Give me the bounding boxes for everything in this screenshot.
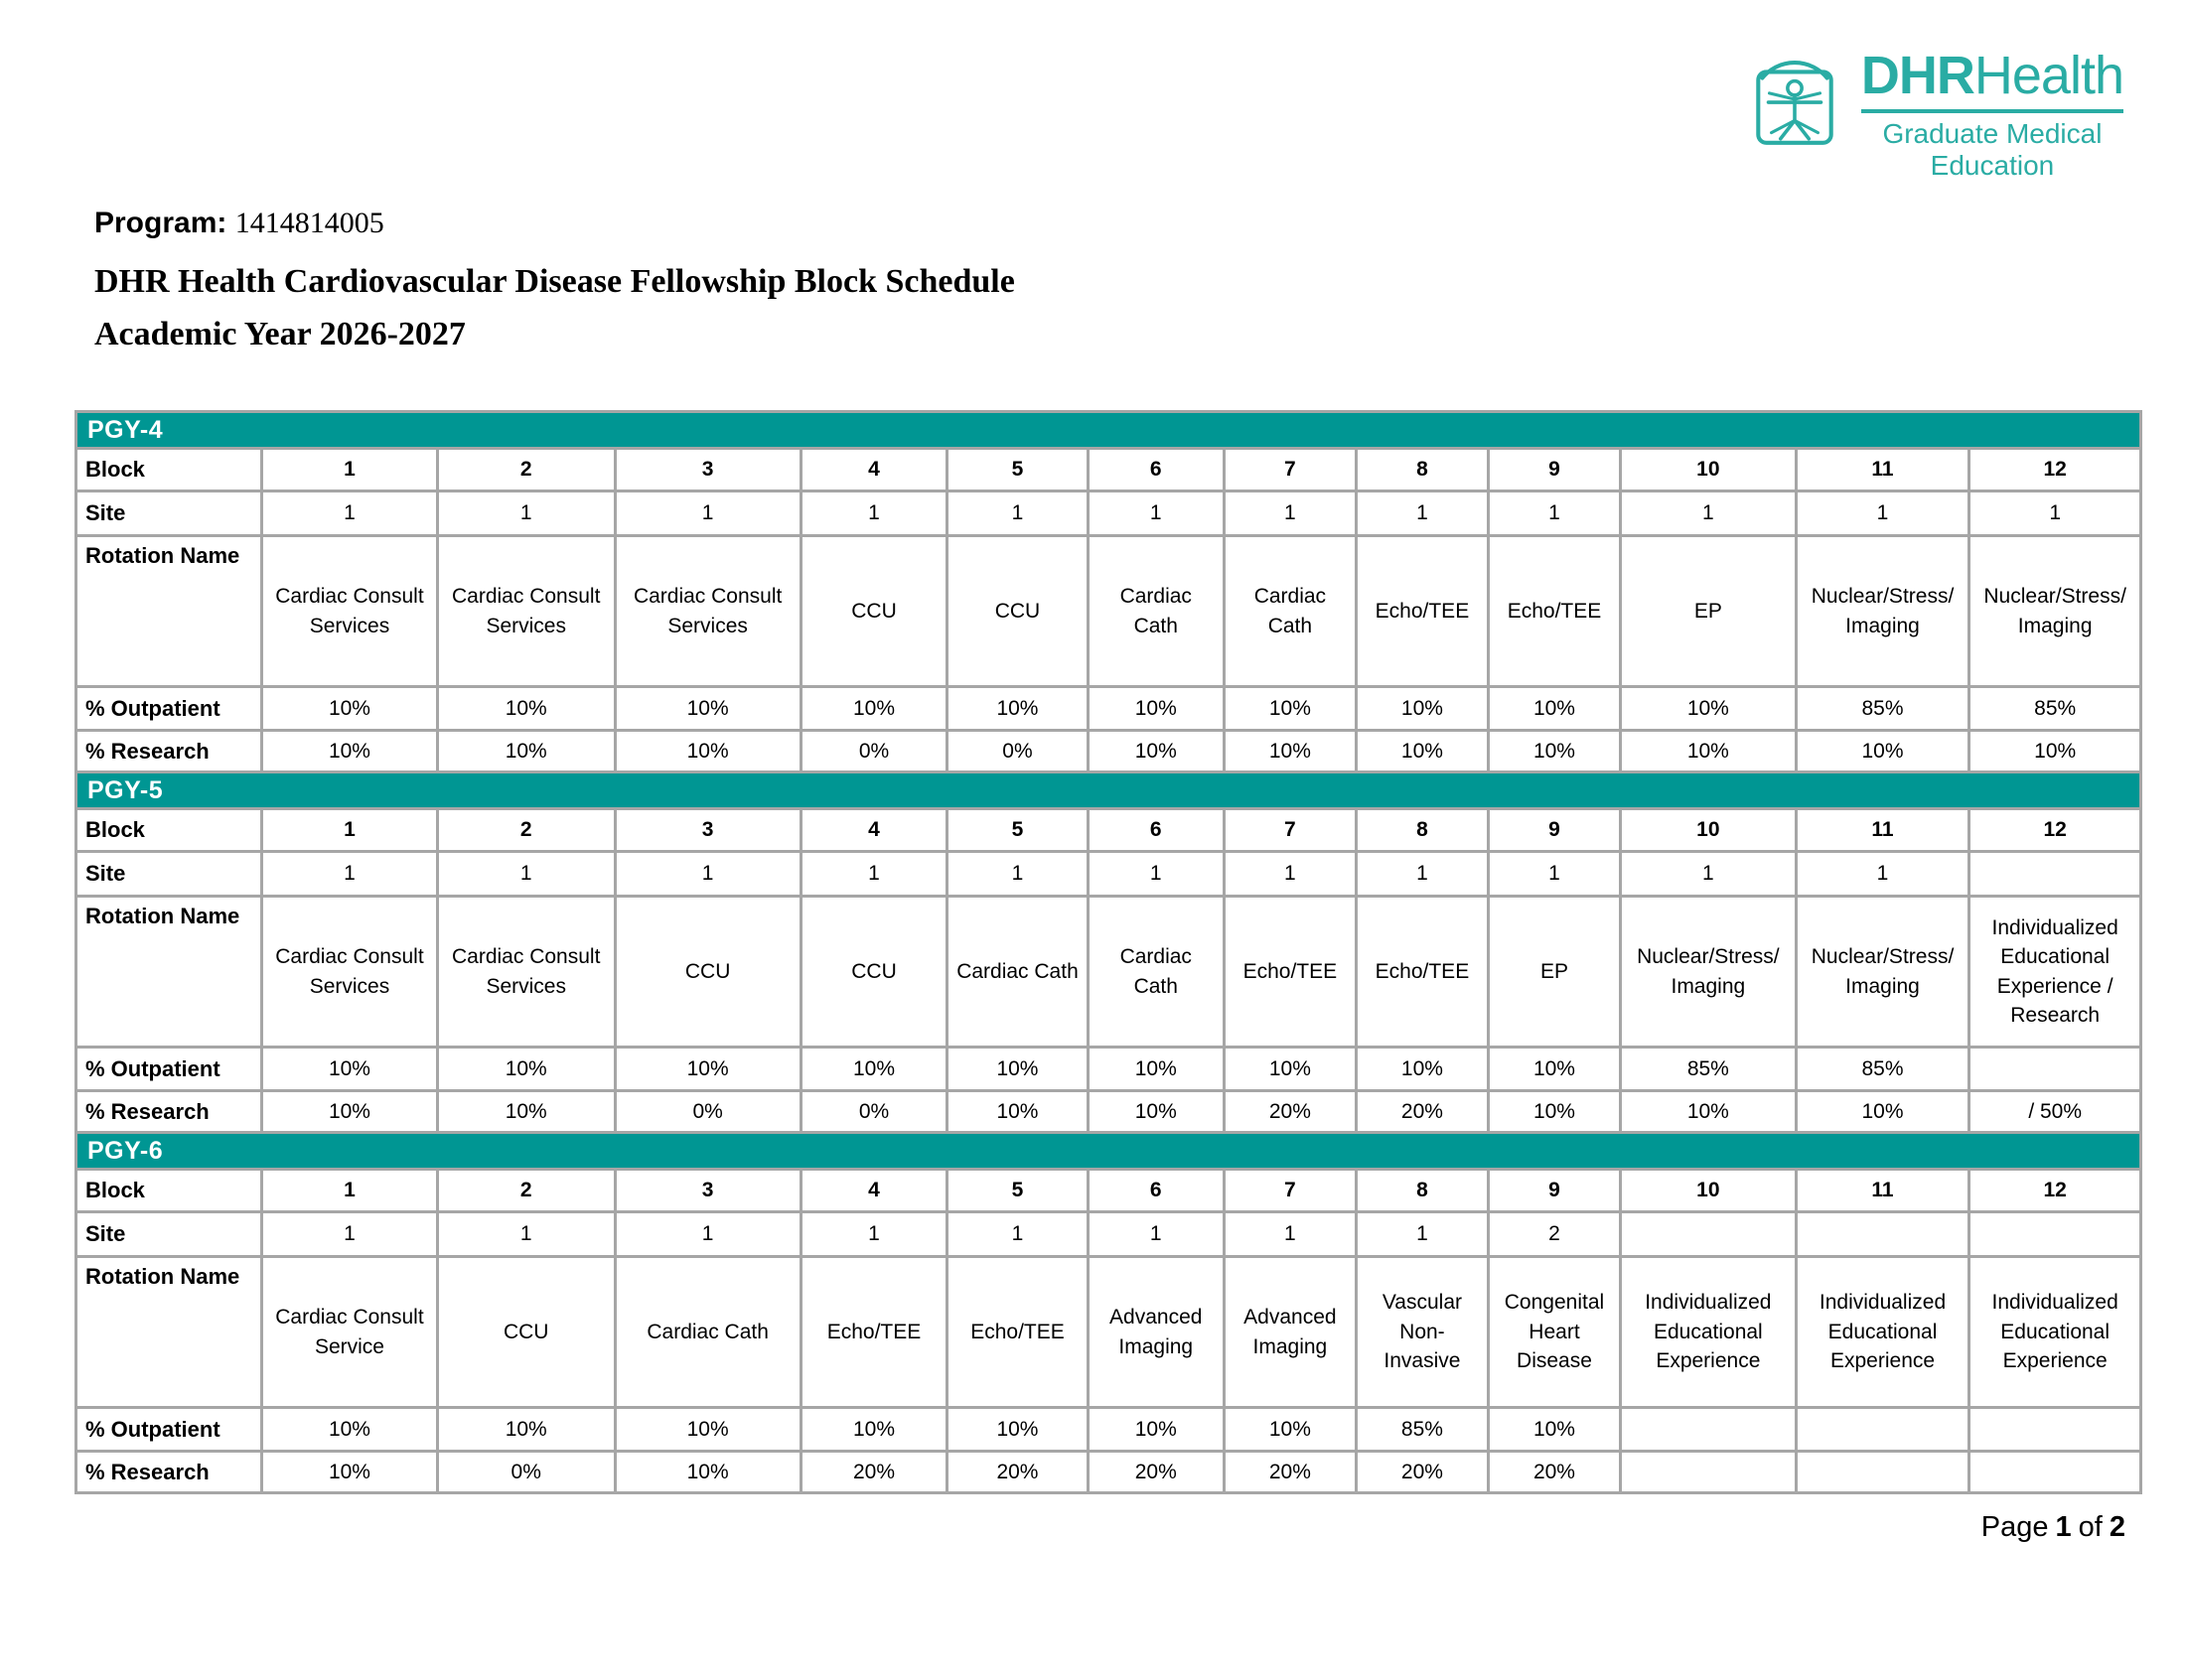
pgy-6-research-label: % Research	[76, 1452, 262, 1493]
vitruvian-man-icon	[1744, 48, 1845, 153]
pgy-6-site-1: 1	[262, 1212, 438, 1257]
pgy-6-rotation-8: Vascular Non-Invasive	[1356, 1257, 1488, 1408]
pgy-4-block-1: 1	[262, 449, 438, 491]
dhr-health-logo	[1744, 48, 2123, 182]
document-header	[94, 207, 1015, 360]
pgy-4-rotation-8: Echo/TEE	[1356, 536, 1488, 687]
pgy-5-outpatient-6: 10%	[1088, 1048, 1224, 1091]
pgy-5-research-9: 10%	[1488, 1091, 1620, 1133]
logo-brand-bold: DHR	[1860, 46, 1974, 105]
pgy-4-block-7: 7	[1224, 449, 1356, 491]
pgy-6-research-2: 0%	[437, 1452, 615, 1493]
pgy-4-rotation-2: Cardiac Consult Services	[437, 536, 615, 687]
pgy-6-block-1: 1	[262, 1170, 438, 1212]
pgy-6-outpatient-8: 85%	[1356, 1408, 1488, 1452]
section-title-pgy-5: PGY-5	[76, 772, 2141, 809]
program-label: Program:	[94, 207, 227, 239]
pgy-4-block-3: 3	[615, 449, 801, 491]
pgy-5-rotation-12: Individualized Educational Experience / Research	[1969, 897, 2141, 1048]
pgy-5-research-12: / 50%	[1969, 1091, 2141, 1133]
pgy-4-block-12: 12	[1969, 449, 2141, 491]
pgy-6-site-11	[1796, 1212, 1969, 1257]
pgy-5-site-8: 1	[1356, 852, 1488, 897]
pgy-5-block-11: 11	[1796, 809, 1969, 852]
pgy-6-outpatient-6: 10%	[1088, 1408, 1224, 1452]
pgy-5-rotation-5: Cardiac Cath	[947, 897, 1088, 1048]
pgy-4-block-2: 2	[437, 449, 615, 491]
pgy-4-site-10: 1	[1621, 491, 1797, 536]
pgy-4-rotation-5: CCU	[947, 536, 1088, 687]
pgy-6-site-9: 2	[1488, 1212, 1620, 1257]
pgy-5-outpatient-3: 10%	[615, 1048, 801, 1091]
pgy-6-block-4: 4	[801, 1170, 947, 1212]
pgy-4-outpatient-9: 10%	[1488, 687, 1620, 731]
pgy-5-rotation-4: CCU	[801, 897, 947, 1048]
pgy-6-block-label: Block	[76, 1170, 262, 1212]
pgy-5-outpatient-12	[1969, 1048, 2141, 1091]
pgy-4-research-10: 10%	[1621, 731, 1797, 772]
pgy-6-rotation-2: CCU	[437, 1257, 615, 1408]
pgy-6-block-2: 2	[437, 1170, 615, 1212]
pgy-4-block-label: Block	[76, 449, 262, 491]
pgy-4-block-5: 5	[947, 449, 1088, 491]
pgy-5-outpatient-2: 10%	[437, 1048, 615, 1091]
pgy-4-site-4: 1	[801, 491, 947, 536]
pgy-6-outpatient-1: 10%	[262, 1408, 438, 1452]
page-current: 1	[2055, 1511, 2072, 1543]
pgy-4-research-6: 10%	[1088, 731, 1224, 772]
pgy-6-research-6: 20%	[1088, 1452, 1224, 1493]
pgy-5-site-12	[1969, 852, 2141, 897]
pgy-5-site-4: 1	[801, 852, 947, 897]
logo-divider	[1861, 109, 2123, 113]
pgy-6-outpatient-5: 10%	[947, 1408, 1088, 1452]
pgy-6-rotation-label: Rotation Name	[76, 1257, 262, 1408]
pgy-6-block-7: 7	[1224, 1170, 1356, 1212]
pgy-4-rotation-9: Echo/TEE	[1488, 536, 1620, 687]
pgy-4-research-1: 10%	[262, 731, 438, 772]
logo-wordmark	[1861, 48, 2123, 104]
pgy-5-rotation-9: EP	[1488, 897, 1620, 1048]
pgy-4-site-2: 1	[437, 491, 615, 536]
pgy-5-research-10: 10%	[1621, 1091, 1797, 1133]
pgy-5-site-2: 1	[437, 852, 615, 897]
pgy-4-outpatient-3: 10%	[615, 687, 801, 731]
pgy-6-rotation-7: Advanced Imaging	[1224, 1257, 1356, 1408]
pgy-5-block-4: 4	[801, 809, 947, 852]
pgy-5-research-11: 10%	[1796, 1091, 1969, 1133]
pgy-5-rotation-6: Cardiac Cath	[1088, 897, 1224, 1048]
pgy-6-site-4: 1	[801, 1212, 947, 1257]
pgy-6-outpatient-4: 10%	[801, 1408, 947, 1452]
pgy-5-outpatient-5: 10%	[947, 1048, 1088, 1091]
pgy-5-block-7: 7	[1224, 809, 1356, 852]
pgy-4-outpatient-4: 10%	[801, 687, 947, 731]
logo-subtitle-line2: Education	[1930, 149, 2055, 181]
pgy-4-block-10: 10	[1621, 449, 1797, 491]
program-number: 1414814005	[234, 207, 384, 239]
pgy-5-rotation-1: Cardiac Consult Services	[262, 897, 438, 1048]
logo-brand-light: Health	[1973, 46, 2123, 105]
pgy-4-research-12: 10%	[1969, 731, 2141, 772]
pgy-5-site-3: 1	[615, 852, 801, 897]
pgy-6-block-8: 8	[1356, 1170, 1488, 1212]
section-title-pgy-6: PGY-6	[76, 1133, 2141, 1170]
pgy-6-outpatient-2: 10%	[437, 1408, 615, 1452]
pgy-4-rotation-6: Cardiac Cath	[1088, 536, 1224, 687]
pgy-4-site-7: 1	[1224, 491, 1356, 536]
pgy-5-outpatient-11: 85%	[1796, 1048, 1969, 1091]
pgy-5-block-3: 3	[615, 809, 801, 852]
page-indicator	[1981, 1511, 2125, 1544]
pgy-6-outpatient-9: 10%	[1488, 1408, 1620, 1452]
pgy-4-rotation-7: Cardiac Cath	[1224, 536, 1356, 687]
pgy-4-site-3: 1	[615, 491, 801, 536]
pgy-6-outpatient-10	[1621, 1408, 1797, 1452]
pgy-4-site-9: 1	[1488, 491, 1620, 536]
pgy-6-site-2: 1	[437, 1212, 615, 1257]
pgy-5-block-12: 12	[1969, 809, 2141, 852]
pgy-5-outpatient-7: 10%	[1224, 1048, 1356, 1091]
pgy-4-site-5: 1	[947, 491, 1088, 536]
pgy-5-block-6: 6	[1088, 809, 1224, 852]
pgy-4-block-11: 11	[1796, 449, 1969, 491]
pgy-6-rotation-9: Congenital Heart Disease	[1488, 1257, 1620, 1408]
pgy-5-rotation-7: Echo/TEE	[1224, 897, 1356, 1048]
pgy-4-outpatient-6: 10%	[1088, 687, 1224, 731]
page-total: 2	[2109, 1511, 2125, 1543]
pgy-5-block-5: 5	[947, 809, 1088, 852]
academic-year: Academic Year 2026-2027	[94, 315, 466, 352]
pgy-4-research-4: 0%	[801, 731, 947, 772]
pgy-6-block-5: 5	[947, 1170, 1088, 1212]
pgy-4-rotation-3: Cardiac Consult Services	[615, 536, 801, 687]
pgy-5-site-7: 1	[1224, 852, 1356, 897]
pgy-4-block-4: 4	[801, 449, 947, 491]
logo-subtitle-line1: Graduate Medical	[1882, 117, 2103, 149]
pgy-6-research-12	[1969, 1452, 2141, 1493]
pgy-4-site-8: 1	[1356, 491, 1488, 536]
pgy-5-outpatient-8: 10%	[1356, 1048, 1488, 1091]
document-title: DHR Health Cardiovascular Disease Fellowship Block Schedule	[94, 263, 1015, 300]
page-word: Page	[1980, 1511, 2049, 1543]
pgy-4-outpatient-10: 10%	[1621, 687, 1797, 731]
pgy-5-site-5: 1	[947, 852, 1088, 897]
section-title-pgy-4: PGY-4	[76, 412, 2141, 449]
pgy-4-research-3: 10%	[615, 731, 801, 772]
pgy-5-block-9: 9	[1488, 809, 1620, 852]
pgy-6-research-9: 20%	[1488, 1452, 1620, 1493]
pgy-6-rotation-11: Individualized Educational Experience	[1796, 1257, 1969, 1408]
pgy-5-research-2: 10%	[437, 1091, 615, 1133]
pgy-4-rotation-10: EP	[1621, 536, 1797, 687]
block-schedule-table	[74, 410, 2142, 1494]
pgy-6-rotation-10: Individualized Educational Experience	[1621, 1257, 1797, 1408]
pgy-6-research-11	[1796, 1452, 1969, 1493]
pgy-6-outpatient-label: % Outpatient	[76, 1408, 262, 1452]
pgy-5-rotation-10: Nuclear/Stress/ Imaging	[1621, 897, 1797, 1048]
pgy-6-site-12	[1969, 1212, 2141, 1257]
pgy-5-block-2: 2	[437, 809, 615, 852]
pgy-5-research-5: 10%	[947, 1091, 1088, 1133]
pgy-5-block-10: 10	[1621, 809, 1797, 852]
pgy-5-outpatient-9: 10%	[1488, 1048, 1620, 1091]
pgy-5-site-6: 1	[1088, 852, 1224, 897]
of-word: of	[2078, 1511, 2103, 1543]
pgy-6-research-8: 20%	[1356, 1452, 1488, 1493]
pgy-5-outpatient-1: 10%	[262, 1048, 438, 1091]
pgy-5-site-9: 1	[1488, 852, 1620, 897]
pgy-6-research-3: 10%	[615, 1452, 801, 1493]
pgy-5-research-4: 0%	[801, 1091, 947, 1133]
pgy-5-research-7: 20%	[1224, 1091, 1356, 1133]
pgy-4-research-2: 10%	[437, 731, 615, 772]
pgy-6-site-label: Site	[76, 1212, 262, 1257]
pgy-4-outpatient-2: 10%	[437, 687, 615, 731]
schedule-body	[76, 412, 2141, 1493]
pgy-6-research-4: 20%	[801, 1452, 947, 1493]
pgy-4-outpatient-label: % Outpatient	[76, 687, 262, 731]
pgy-6-outpatient-7: 10%	[1224, 1408, 1356, 1452]
pgy-4-outpatient-5: 10%	[947, 687, 1088, 731]
pgy-6-site-6: 1	[1088, 1212, 1224, 1257]
pgy-4-outpatient-12: 85%	[1969, 687, 2141, 731]
pgy-4-research-label: % Research	[76, 731, 262, 772]
pgy-5-rotation-2: Cardiac Consult Services	[437, 897, 615, 1048]
pgy-5-rotation-8: Echo/TEE	[1356, 897, 1488, 1048]
pgy-6-site-5: 1	[947, 1212, 1088, 1257]
pgy-5-research-6: 10%	[1088, 1091, 1224, 1133]
pgy-6-site-7: 1	[1224, 1212, 1356, 1257]
pgy-4-block-8: 8	[1356, 449, 1488, 491]
pgy-5-site-1: 1	[262, 852, 438, 897]
pgy-5-site-label: Site	[76, 852, 262, 897]
pgy-4-outpatient-1: 10%	[262, 687, 438, 731]
pgy-4-block-6: 6	[1088, 449, 1224, 491]
pgy-5-rotation-11: Nuclear/Stress/ Imaging	[1796, 897, 1969, 1048]
pgy-6-research-7: 20%	[1224, 1452, 1356, 1493]
pgy-5-block-label: Block	[76, 809, 262, 852]
pgy-4-rotation-12: Nuclear/Stress/ Imaging	[1969, 536, 2141, 687]
pgy-5-rotation-3: CCU	[615, 897, 801, 1048]
pgy-5-outpatient-10: 85%	[1621, 1048, 1797, 1091]
pgy-5-research-3: 0%	[615, 1091, 801, 1133]
pgy-4-rotation-4: CCU	[801, 536, 947, 687]
pgy-4-outpatient-11: 85%	[1796, 687, 1969, 731]
pgy-5-outpatient-label: % Outpatient	[76, 1048, 262, 1091]
pgy-6-block-10: 10	[1621, 1170, 1797, 1212]
pgy-4-site-12: 1	[1969, 491, 2141, 536]
pgy-5-research-8: 20%	[1356, 1091, 1488, 1133]
pgy-6-rotation-4: Echo/TEE	[801, 1257, 947, 1408]
pgy-5-research-label: % Research	[76, 1091, 262, 1133]
program-line	[94, 207, 1015, 240]
pgy-6-block-11: 11	[1796, 1170, 1969, 1212]
pgy-4-site-label: Site	[76, 491, 262, 536]
pgy-4-block-9: 9	[1488, 449, 1620, 491]
pgy-6-rotation-1: Cardiac Consult Service	[262, 1257, 438, 1408]
pgy-6-block-6: 6	[1088, 1170, 1224, 1212]
pgy-6-rotation-5: Echo/TEE	[947, 1257, 1088, 1408]
pgy-4-site-11: 1	[1796, 491, 1969, 536]
pgy-6-rotation-3: Cardiac Cath	[615, 1257, 801, 1408]
pgy-4-outpatient-8: 10%	[1356, 687, 1488, 731]
pgy-6-research-1: 10%	[262, 1452, 438, 1493]
pgy-4-site-6: 1	[1088, 491, 1224, 536]
pgy-5-site-11: 1	[1796, 852, 1969, 897]
pgy-4-research-7: 10%	[1224, 731, 1356, 772]
pgy-5-site-10: 1	[1621, 852, 1797, 897]
pgy-5-research-1: 10%	[262, 1091, 438, 1133]
pgy-4-research-8: 10%	[1356, 731, 1488, 772]
pgy-6-site-3: 1	[615, 1212, 801, 1257]
pgy-6-research-5: 20%	[947, 1452, 1088, 1493]
pgy-6-site-8: 1	[1356, 1212, 1488, 1257]
pgy-6-outpatient-3: 10%	[615, 1408, 801, 1452]
pgy-4-rotation-11: Nuclear/Stress/ Imaging	[1796, 536, 1969, 687]
pgy-4-outpatient-7: 10%	[1224, 687, 1356, 731]
pgy-6-block-12: 12	[1969, 1170, 2141, 1212]
pgy-6-outpatient-11	[1796, 1408, 1969, 1452]
pgy-6-block-9: 9	[1488, 1170, 1620, 1212]
pgy-4-research-9: 10%	[1488, 731, 1620, 772]
pgy-5-block-1: 1	[262, 809, 438, 852]
pgy-4-rotation-1: Cardiac Consult Services	[262, 536, 438, 687]
pgy-6-research-10	[1621, 1452, 1797, 1493]
pgy-5-block-8: 8	[1356, 809, 1488, 852]
pgy-6-block-3: 3	[615, 1170, 801, 1212]
pgy-5-outpatient-4: 10%	[801, 1048, 947, 1091]
pgy-6-site-10	[1621, 1212, 1797, 1257]
pgy-6-rotation-12: Individualized Educational Experience	[1969, 1257, 2141, 1408]
pgy-4-rotation-label: Rotation Name	[76, 536, 262, 687]
pgy-6-rotation-6: Advanced Imaging	[1088, 1257, 1224, 1408]
pgy-4-site-1: 1	[262, 491, 438, 536]
pgy-4-research-5: 0%	[947, 731, 1088, 772]
pgy-4-research-11: 10%	[1796, 731, 1969, 772]
pgy-5-rotation-label: Rotation Name	[76, 897, 262, 1048]
pgy-6-outpatient-12	[1969, 1408, 2141, 1452]
